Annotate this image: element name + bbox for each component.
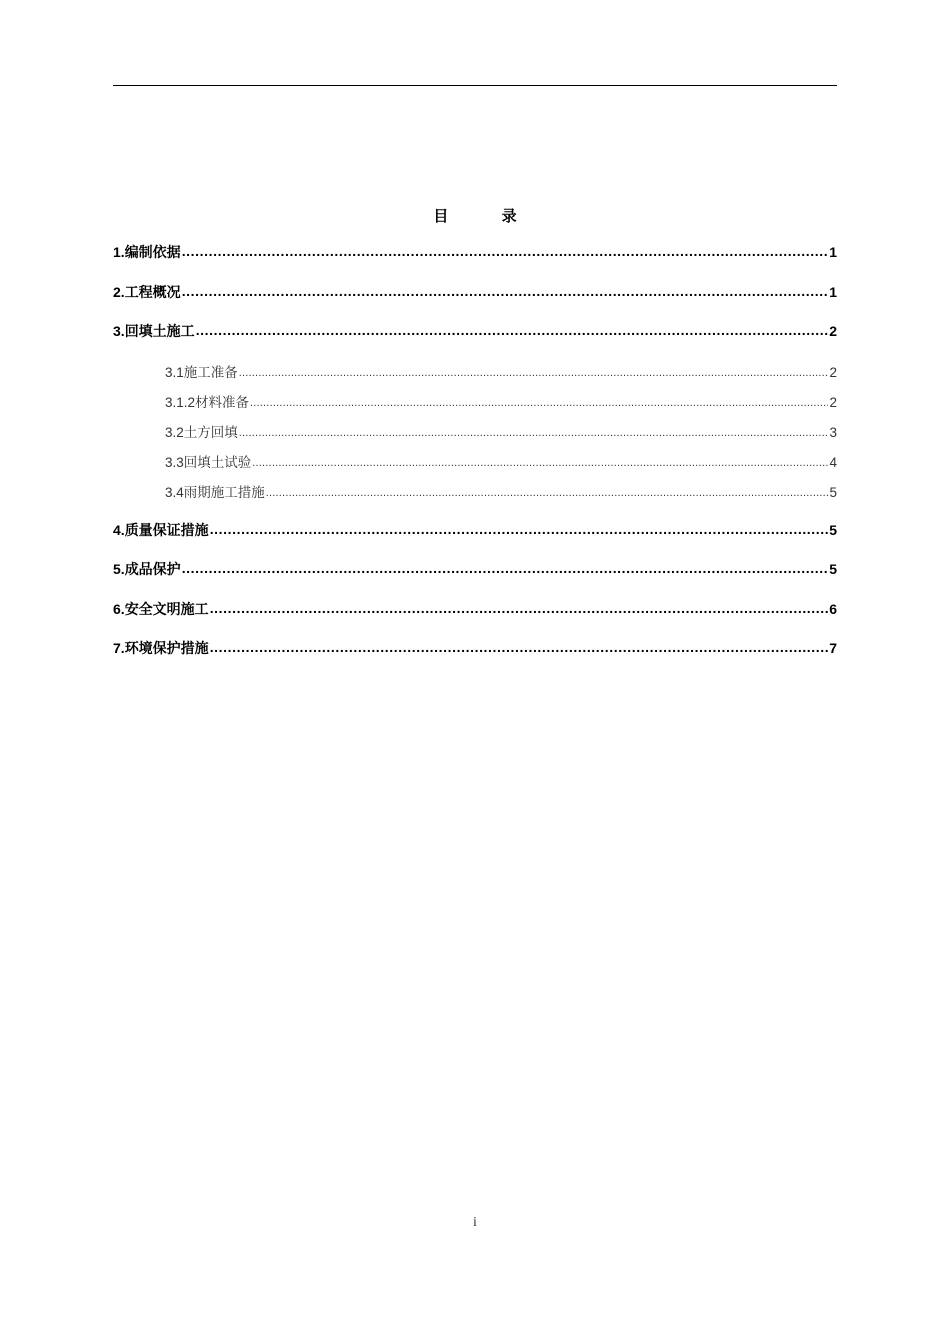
toc-entry-label: 施工准备: [183, 365, 238, 381]
toc-entry-3-3[interactable]: [165, 451, 837, 471]
toc-entry-3-2[interactable]: [165, 421, 837, 441]
toc-title: 目 录: [433, 207, 541, 225]
toc-entry-number: 5.: [113, 561, 125, 577]
toc-entry-page: 1: [829, 284, 837, 300]
toc-entry-number: 1.: [113, 244, 125, 260]
toc-entry-label: 材料准备: [195, 395, 250, 411]
toc-entry-number: 2.: [113, 284, 125, 300]
toc-entry-number: 3.4: [165, 485, 184, 500]
toc-entry-label: 编制依据: [124, 245, 181, 261]
header-rule: [113, 85, 837, 86]
toc-entry-label: 回填土试验: [183, 455, 252, 471]
toc-entry-page: 4: [829, 455, 837, 470]
toc-entry-label: 成品保护: [124, 562, 181, 578]
toc-entry-number: 3.1: [165, 365, 184, 380]
toc-dot-leader: [182, 283, 829, 297]
toc-entry-label: 质量保证措施: [124, 523, 209, 539]
toc-dot-leader: [250, 394, 828, 408]
toc-entry-label: 土方回填: [183, 425, 238, 441]
page-number-footer: i: [473, 1215, 477, 1230]
toc-entry-6[interactable]: [113, 599, 837, 619]
toc-entry-page: 5: [829, 485, 837, 500]
toc-entry-number: 3.: [113, 323, 125, 339]
toc-entry-page: 3: [829, 425, 837, 440]
toc-entry-number: 7.: [113, 640, 125, 656]
toc-entry-page: 2: [829, 395, 837, 410]
toc-entry-number: 6.: [113, 601, 125, 617]
toc-entry-page: 6: [829, 601, 837, 617]
toc-entry-page: 5: [829, 522, 837, 538]
toc-entry-1[interactable]: [113, 242, 837, 262]
toc-entry-3-1[interactable]: [165, 361, 837, 381]
toc-entry-page: 2: [829, 323, 837, 339]
toc-dot-leader: [210, 600, 829, 614]
toc-entry-label: 回填土施工: [124, 324, 195, 340]
toc-entry-2[interactable]: [113, 282, 837, 302]
toc-entry-3-4[interactable]: [165, 481, 837, 501]
toc-entry-page: 5: [829, 561, 837, 577]
toc-entry-label: 工程概况: [124, 285, 181, 301]
toc-entry-label: 安全文明施工: [124, 602, 209, 618]
toc-entry-3-1-2[interactable]: [165, 391, 837, 411]
toc-entry-5[interactable]: [113, 559, 837, 579]
toc-dot-leader: [210, 639, 829, 653]
toc-dot-leader: [252, 454, 828, 468]
toc-dot-leader: [182, 243, 829, 257]
toc-dot-leader: [239, 364, 829, 378]
toc-entry-label: 雨期施工措施: [183, 485, 265, 501]
toc-entry-page: 1: [829, 244, 837, 260]
toc-entry-number: 3.3: [165, 455, 184, 470]
toc-dot-leader: [210, 521, 829, 535]
toc-entry-3[interactable]: [113, 321, 837, 341]
toc-dot-leader: [196, 322, 829, 336]
toc-entry-page: 2: [829, 365, 837, 380]
toc-entry-4[interactable]: [113, 520, 837, 540]
toc-entry-7[interactable]: [113, 638, 837, 658]
toc-entry-number: 4.: [113, 522, 125, 538]
toc-entry-number: 3.2: [165, 425, 184, 440]
toc-entry-label: 环境保护措施: [124, 641, 209, 657]
toc-dot-leader: [239, 424, 829, 438]
toc-dot-leader: [182, 560, 829, 574]
toc-entry-page: 7: [829, 640, 837, 656]
toc-entry-number: 3.1.2: [165, 395, 196, 410]
toc-dot-leader: [266, 484, 829, 498]
